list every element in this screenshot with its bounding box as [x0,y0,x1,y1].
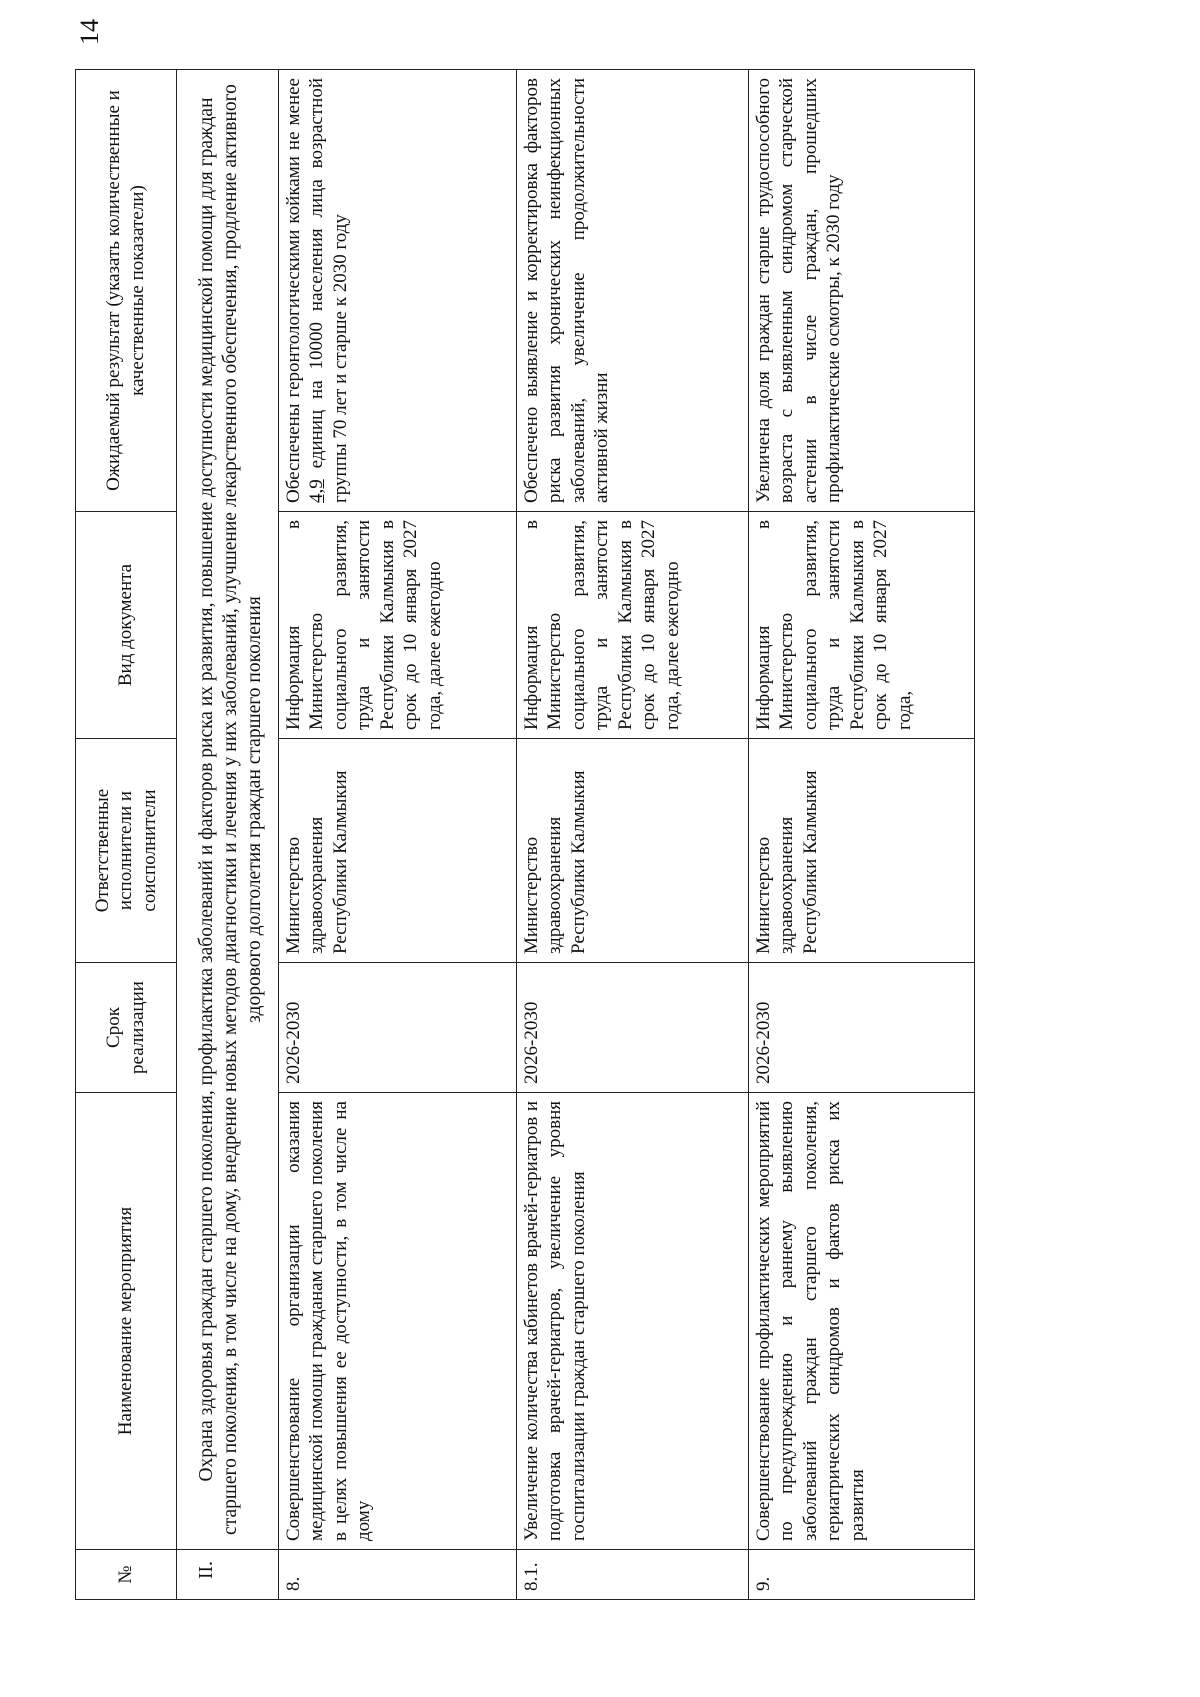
row-result: Увеличена доля граждан старше трудоспособного возраста с выявленным синдромом старческой астении в числе граждан, прошедших профилактические осмотры, к 2030 году [748,70,974,512]
row-document [516,512,748,739]
table-row [748,70,974,1600]
row-term: 2026-2030 [278,963,516,1093]
row-number: 8. [278,1550,516,1600]
row-result [278,70,516,512]
page-number: 14 [75,19,104,45]
row-executor: Министерство здравоохранения Республики Калмыкия [278,739,516,963]
row-result: Обеспечено выявление и корректировка факторов риска развития хронических неинфекционных заболеваний, увеличение продолжительности активной жизни [516,70,748,512]
header-expected-result: Ожидаемый результат (указать количественные и качественные показатели) [76,70,177,512]
rotated-page-content [75,19,1055,1600]
section-row [177,70,279,1600]
events-table [75,69,975,1600]
row-term: 2026-2030 [516,963,748,1093]
row-document-text: Информация в Министерство социального развития, труда и занятости Республики Калмыкия в срок до 10 января 2027 года, далее ежегодно [520,520,683,730]
header-number: № [76,1550,177,1600]
header-document-type: Вид документа [76,512,177,739]
row-result-text-end: единиц на 10000 населения лица возрастной группы 70 лет и старше к 2030 году [306,78,351,503]
header-term: Срок реализации [76,963,177,1093]
header-event-name: Наименование мероприятия [76,1093,177,1550]
row-number: 9. [748,1550,974,1600]
row-document [748,512,974,739]
section-title: Охрана здоровья граждан старшего поколения, профилактика заболеваний и факторов риска их развития, повышение доступности медицинской помощи для граждан старшего поколения, в том числе на дому, внедрение новых методов диагностики и лечения у них заболеваний, улучшение лекарственного обеспечения, продление активного здорового долголетия граждан старшего поколения [177,70,279,1550]
row-event-name: Совершенствование организации оказания медицинской помощи гражданам старшего поколения в целях повышения ее доступности, в том числе на дому [278,1093,516,1550]
row-event-name: Совершенствование профилактических мероприятий по предупреждению и раннему выявлению заболеваний граждан старшего поколения, гериатрических синдромов и фактов риска их развития [748,1093,974,1550]
row-result-value: 4,9 [306,479,328,503]
row-result-text-start: Обеспечены геронтологическими койками не менее [282,78,304,503]
table-header-row [76,70,177,1600]
section-number: II. [177,1550,279,1600]
row-number: 8.1. [516,1550,748,1600]
row-term: 2026-2030 [748,963,974,1093]
row-document-text: Информация в Министерство социального развития, труда и занятости Республики Калмыкия в срок до 10 января 2027 года, [752,520,915,730]
header-executors: Ответственные исполнители и соисполнители [76,739,177,963]
table-row [278,70,516,1600]
row-document-text: Информация в Министерство социального развития, труда и занятости Республики Калмыкия в срок до 10 января 2027 года, далее ежегодно [282,520,445,730]
row-executor: Министерство здравоохранения Республики Калмыкия [516,739,748,963]
row-document [278,512,516,739]
row-executor: Министерство здравоохранения Республики Калмыкия [748,739,974,963]
row-event-name: Увеличение количества кабинетов врачей-гериатров и подготовка врачей-гериатров, увеличение уровня госпитализации граждан старшего поколения [516,1093,748,1550]
table-row [516,70,748,1600]
